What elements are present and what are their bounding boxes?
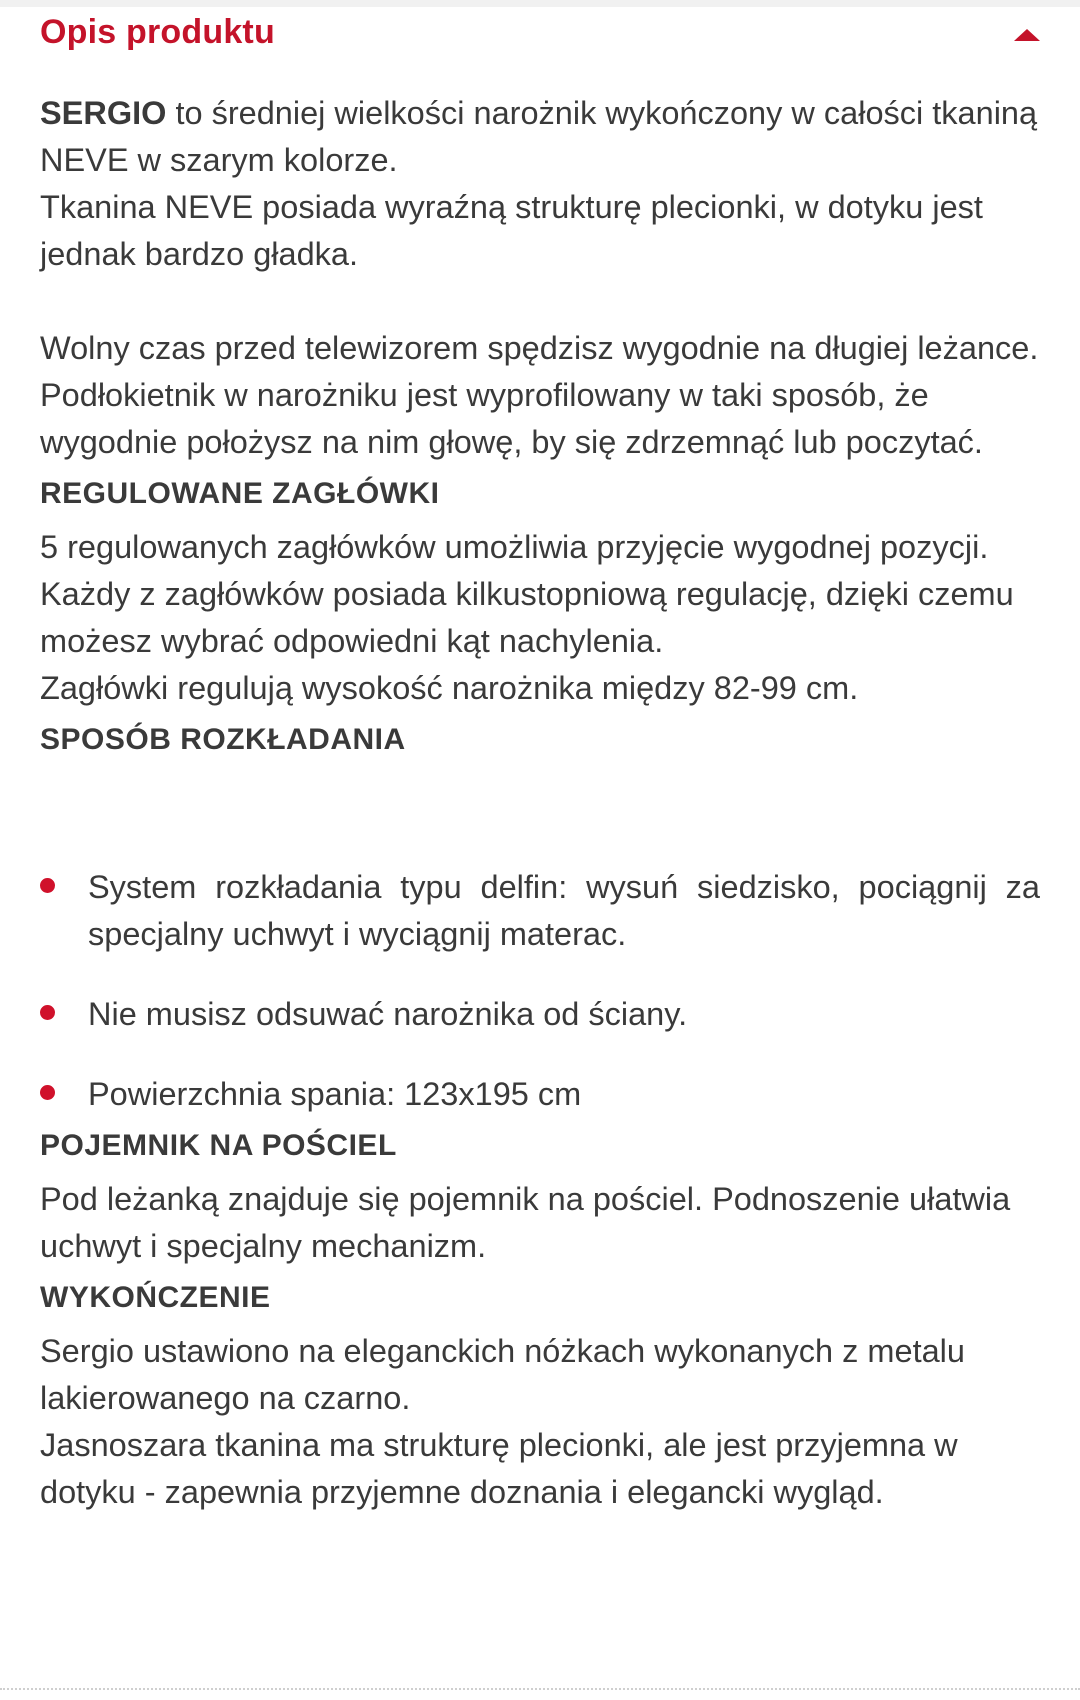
- fabric-paragraph: Tkanina NEVE posiada wyraźną strukturę plecionki, w dotyku jest jednak bardzo gładka.: [40, 189, 983, 272]
- description-body: [40, 90, 1040, 1516]
- spacer: [40, 770, 1040, 864]
- intro-paragraph: [40, 90, 1040, 184]
- section-title: Opis produktu: [40, 13, 275, 51]
- headrests-paragraph: 5 regulowanych zagłówków umożliwia przyjęcie wygodnej pozycji. Każdy z zagłówków posiada kilkustopniową regulację, dzięki czemu możesz wybrać odpowiedni kąt nachylenia.: [40, 529, 1014, 659]
- chevron-up-icon: [1014, 29, 1040, 41]
- legs-paragraph: Sergio ustawiono na eleganckich nóżkach wykonanych z metalu lakierowanego na czarno.: [40, 1333, 965, 1416]
- storage-heading: POJEMNIK NA POŚCIEL: [40, 1129, 397, 1162]
- unfolding-heading: SPOSÓB ROZKŁADANIA: [40, 723, 406, 756]
- product-description-panel: [40, 0, 1040, 1510]
- list-item: [40, 864, 1040, 958]
- relax-paragraph: Wolny czas przed telewizorem spędzisz wygodnie na długiej leżance.: [40, 330, 1039, 366]
- intro-text: to średniej wielkości narożnik wykończony w całości tkaniną NEVE w szarym kolorze.: [40, 95, 1038, 178]
- finish-heading: WYKOŃCZENIE: [40, 1281, 271, 1314]
- list-item: [40, 991, 1040, 1038]
- brand-name: SERGIO: [40, 95, 167, 131]
- list-item-text: Powierzchnia spania: 123x195 cm: [88, 1076, 582, 1112]
- bullet-dot-icon: [40, 1005, 55, 1020]
- list-item-text: Nie musisz odsuwać narożnika od ściany.: [88, 996, 688, 1032]
- armrest-paragraph: Podłokietnik w narożniku jest wyprofilowany w taki sposób, że wygodnie położysz na nim głowę, by się zdrzemnąć lub poczytać.: [40, 377, 983, 460]
- headrests-heading: REGULOWANE ZAGŁÓWKI: [40, 477, 440, 510]
- list-item: [40, 1071, 1040, 1118]
- bullet-dot-icon: [40, 1085, 55, 1100]
- fabric-finish-paragraph: Jasnoszara tkanina ma strukturę plecionki, ale jest przyjemna w dotyku - zapewnia przyjemne doznania i elegancki wygląd.: [40, 1427, 958, 1510]
- bullet-dot-icon: [40, 878, 55, 893]
- bottom-divider: [0, 1688, 1080, 1690]
- spacer: [40, 278, 1040, 325]
- unfolding-list: [40, 864, 1040, 1118]
- list-item-text: System rozkładania typu delfin: wysuń siedzisko, pociągnij za specjalny uchwyt i wyciągnij materac.: [88, 869, 1040, 952]
- accordion-header[interactable]: [40, 0, 1040, 72]
- storage-paragraph: Pod leżanką znajduje się pojemnik na pościel. Podnoszenie ułatwia uchwyt i specjalny mechanizm.: [40, 1181, 1011, 1264]
- collapse-button[interactable]: [1010, 24, 1044, 46]
- headrests-height-paragraph: Zagłówki regulują wysokość narożnika między 82-99 cm.: [40, 670, 859, 706]
